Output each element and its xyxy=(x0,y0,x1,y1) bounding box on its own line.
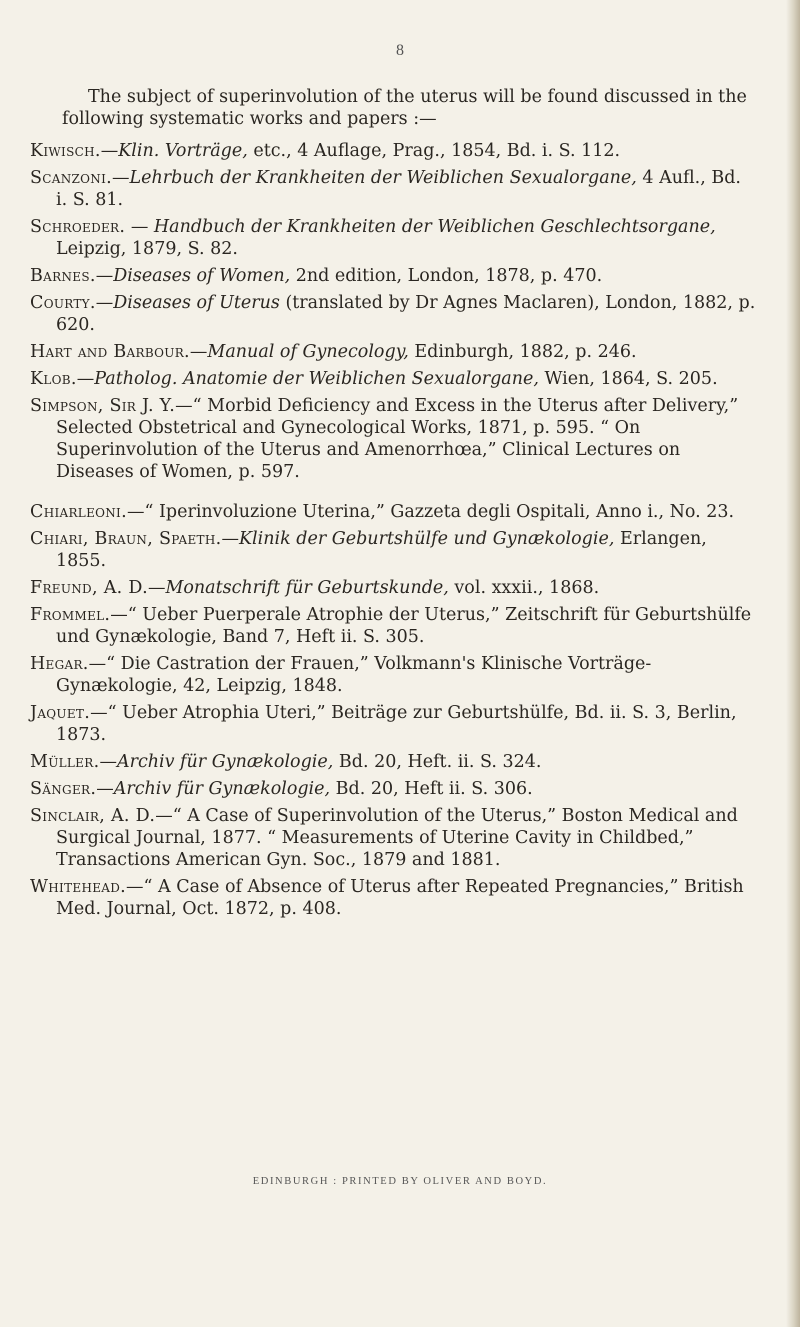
reference-author: Müller. xyxy=(30,752,100,772)
reference-details: “ A Case of Superinvolution of the Uterus,” Boston Medical and Surgical Journal, 1877. “ Measurements of Uterine Cavity in Childbed,” Transactions American Gyn. Soc., 1879 and 1881. xyxy=(56,806,738,870)
reference-details: (translated by Dr Agnes Maclaren), London, 1882, p. 620. xyxy=(56,293,756,335)
reference-entry: Jaquet.—“ Ueber Atrophia Uteri,” Beiträge zur Geburtshülfe, Bd. ii. S. 3, Berlin, 1873. xyxy=(30,703,737,745)
reference-details: “ Iperinvoluzione Uterina,” Gazzeta degli Ospitali, Anno i., No. 23. xyxy=(144,502,735,522)
reference-details: Leipzig, 1879, S. 82. xyxy=(56,239,238,259)
reference-entry: Scanzoni.—Lehrbuch der Krankheiten der Weiblichen Sexualorgane, 4 Aufl., Bd. i. S. 81. xyxy=(30,168,741,210)
reference-details: vol. xxxii., 1868. xyxy=(448,578,600,598)
reference-author: Sänger. xyxy=(30,779,97,799)
reference-title: Klin. Vorträge, xyxy=(118,141,248,161)
reference-author: Chiarleoni. xyxy=(30,502,127,522)
reference-entry: Klob.—Patholog. Anatomie der Weiblichen Sexualorgane, Wien, 1864, S. 205. xyxy=(30,369,718,389)
reference-author: Scanzoni. xyxy=(30,168,113,188)
reference-author: Simpson, Sir J. Y. xyxy=(30,396,176,416)
reference-entry: Simpson, Sir J. Y.—“ Morbid Deficiency and Excess in the Uterus after Delivery,” Selected Obstetrical and Gynecological Works, 1871, p. 595. “ On Superinvolution of the Uterus and Amenorrhœa,” Clinical Lectures on Diseases of Women, p. 597. xyxy=(30,396,739,482)
reference-author: Schroeder. xyxy=(30,217,126,237)
reference-title: Klinik der Geburtshülfe und Gynækologie, xyxy=(238,529,615,549)
reference-entry: Chiarleoni.—“ Iperinvoluzione Uterina,” Gazzeta degli Ospitali, Anno i., No. 23. xyxy=(30,502,735,522)
reference-entry: Kiwisch.—Klin. Vorträge, etc., 4 Auflage, Prag., 1854, Bd. i. S. 112. xyxy=(30,141,621,161)
reference-title: Patholog. Anatomie der Weiblichen Sexualorgane, xyxy=(94,369,539,389)
reference-details: “ Die Castration der Frauen,” Volkmann's Klinische Vorträge-Gynækologie, 42, Leipzig, 1848. xyxy=(56,654,652,696)
reference-entry: Barnes.—Diseases of Women, 2nd edition, London, 1878, p. 470. xyxy=(30,266,603,286)
reference-details: “ Ueber Puerperale Atrophie der Uterus,” Zeitschrift für Geburtshülfe und Gynækologie, Band 7, Heft ii. S. 305. xyxy=(56,605,752,647)
reference-title: Monatschrift für Geburtskunde, xyxy=(165,578,449,598)
reference-details: Wien, 1864, S. 205. xyxy=(538,369,718,389)
reference-author: Courty. xyxy=(30,293,96,313)
reference-entry: Whitehead.—“ A Case of Absence of Uterus after Repeated Pregnancies,” British Med. Journal, Oct. 1872, p. 408. xyxy=(30,877,744,919)
reference-author: Hegar. xyxy=(30,654,89,674)
intro-paragraph: The subject of superinvolution of the uterus will be found discussed in the following systematic works and papers :— xyxy=(62,87,747,129)
reference-details: Edinburgh, 1882, p. 246. xyxy=(408,342,637,362)
reference-author: Chiari, Braun, Spaeth. xyxy=(30,529,222,549)
reference-entry: Chiari, Braun, Spaeth.—Klinik der Geburtshülfe und Gynækologie, Erlangen, 1855. xyxy=(30,529,707,571)
reference-title: Archiv für Gynækologie, xyxy=(116,752,334,772)
reference-details: 2nd edition, London, 1878, p. 470. xyxy=(290,266,603,286)
reference-title: Lehrbuch der Krankheiten der Weiblichen Sexualorgane, xyxy=(129,168,637,188)
reference-list xyxy=(30,140,756,925)
reference-entry: Schroeder. — Handbuch der Krankheiten der Weiblichen Geschlechtsorgane, Leipzig, 1879, S. 82. xyxy=(30,217,716,259)
reference-title: Manual of Gynecology, xyxy=(207,342,409,362)
printer-imprint: EDINBURGH : PRINTED BY OLIVER AND BOYD. xyxy=(252,1176,548,1187)
reference-author: Barnes. xyxy=(30,266,96,286)
reference-details: Bd. 20, Heft. ii. S. 324. xyxy=(333,752,542,772)
reference-title: Diseases of Women, xyxy=(113,266,291,286)
reference-details: Bd. 20, Heft ii. S. 306. xyxy=(330,779,533,799)
reference-details: “ Ueber Atrophia Uteri,” Beiträge zur Geburtshülfe, Bd. ii. S. 3, Berlin, 1873. xyxy=(56,703,737,745)
reference-author: Jaquet. xyxy=(30,703,91,723)
page-edge xyxy=(786,0,800,1327)
reference-entry: Courty.—Diseases of Uterus (translated by Dr Agnes Maclaren), London, 1882, p. 620. xyxy=(30,293,756,335)
reference-author: Freund, A. D. xyxy=(30,578,148,598)
reference-entry: Sänger.—Archiv für Gynækologie, Bd. 20, Heft ii. S. 306. xyxy=(30,779,533,799)
reference-entry: Sinclair, A. D.—“ A Case of Superinvolution of the Uterus,” Boston Medical and Surgical Journal, 1877. “ Measurements of Uterine Cavity in Childbed,” Transactions American Gyn. Soc., 1879 and 1881. xyxy=(30,806,738,870)
reference-details: “ A Case of Absence of Uterus after Repeated Pregnancies,” British Med. Journal, Oct. 1872, p. 408. xyxy=(56,877,744,919)
reference-author: Kiwisch. xyxy=(30,141,101,161)
reference-author: Frommel. xyxy=(30,605,111,625)
reference-details: Erlangen, 1855. xyxy=(56,529,707,571)
reference-author: Klob. xyxy=(30,369,77,389)
reference-author: Whitehead. xyxy=(30,877,127,897)
reference-title: Archiv für Gynækologie, xyxy=(113,779,331,799)
reference-author: Hart and Barbour. xyxy=(30,342,190,362)
reference-entry: Hart and Barbour.—Manual of Gynecology, Edinburgh, 1882, p. 246. xyxy=(30,342,637,362)
reference-details: etc., 4 Auflage, Prag., 1854, Bd. i. S. 112. xyxy=(247,141,621,161)
reference-title: Handbuch der Krankheiten der Weiblichen Geschlechtsorgane, xyxy=(153,217,716,237)
reference-entry: Frommel.—“ Ueber Puerperale Atrophie der Uterus,” Zeitschrift für Geburtshülfe und Gynækologie, Band 7, Heft ii. S. 305. xyxy=(30,605,752,647)
reference-author: Sinclair, A. D. xyxy=(30,806,156,826)
reference-title: Diseases of Uterus xyxy=(113,293,280,313)
page-number: 8 xyxy=(396,42,404,59)
reference-entry: Hegar.—“ Die Castration der Frauen,” Volkmann's Klinische Vorträge-Gynækologie, 42, Leipzig, 1848. xyxy=(30,654,652,696)
reference-details: 4 Aufl., Bd. i. S. 81. xyxy=(56,168,741,210)
reference-entry: Müller.—Archiv für Gynækologie, Bd. 20, Heft. ii. S. 324. xyxy=(30,752,542,772)
reference-details: “ Morbid Deficiency and Excess in the Uterus after Delivery,” Selected Obstetrical and Gynecological Works, 1871, p. 595. “ On Superinvolution of the Uterus and Amenorrhœa,” Clinical Lectures on Diseases of Women, p. 597. xyxy=(56,396,739,482)
reference-entry: Freund, A. D.—Monatschrift für Geburtskunde, vol. xxxii., 1868. xyxy=(30,578,600,598)
